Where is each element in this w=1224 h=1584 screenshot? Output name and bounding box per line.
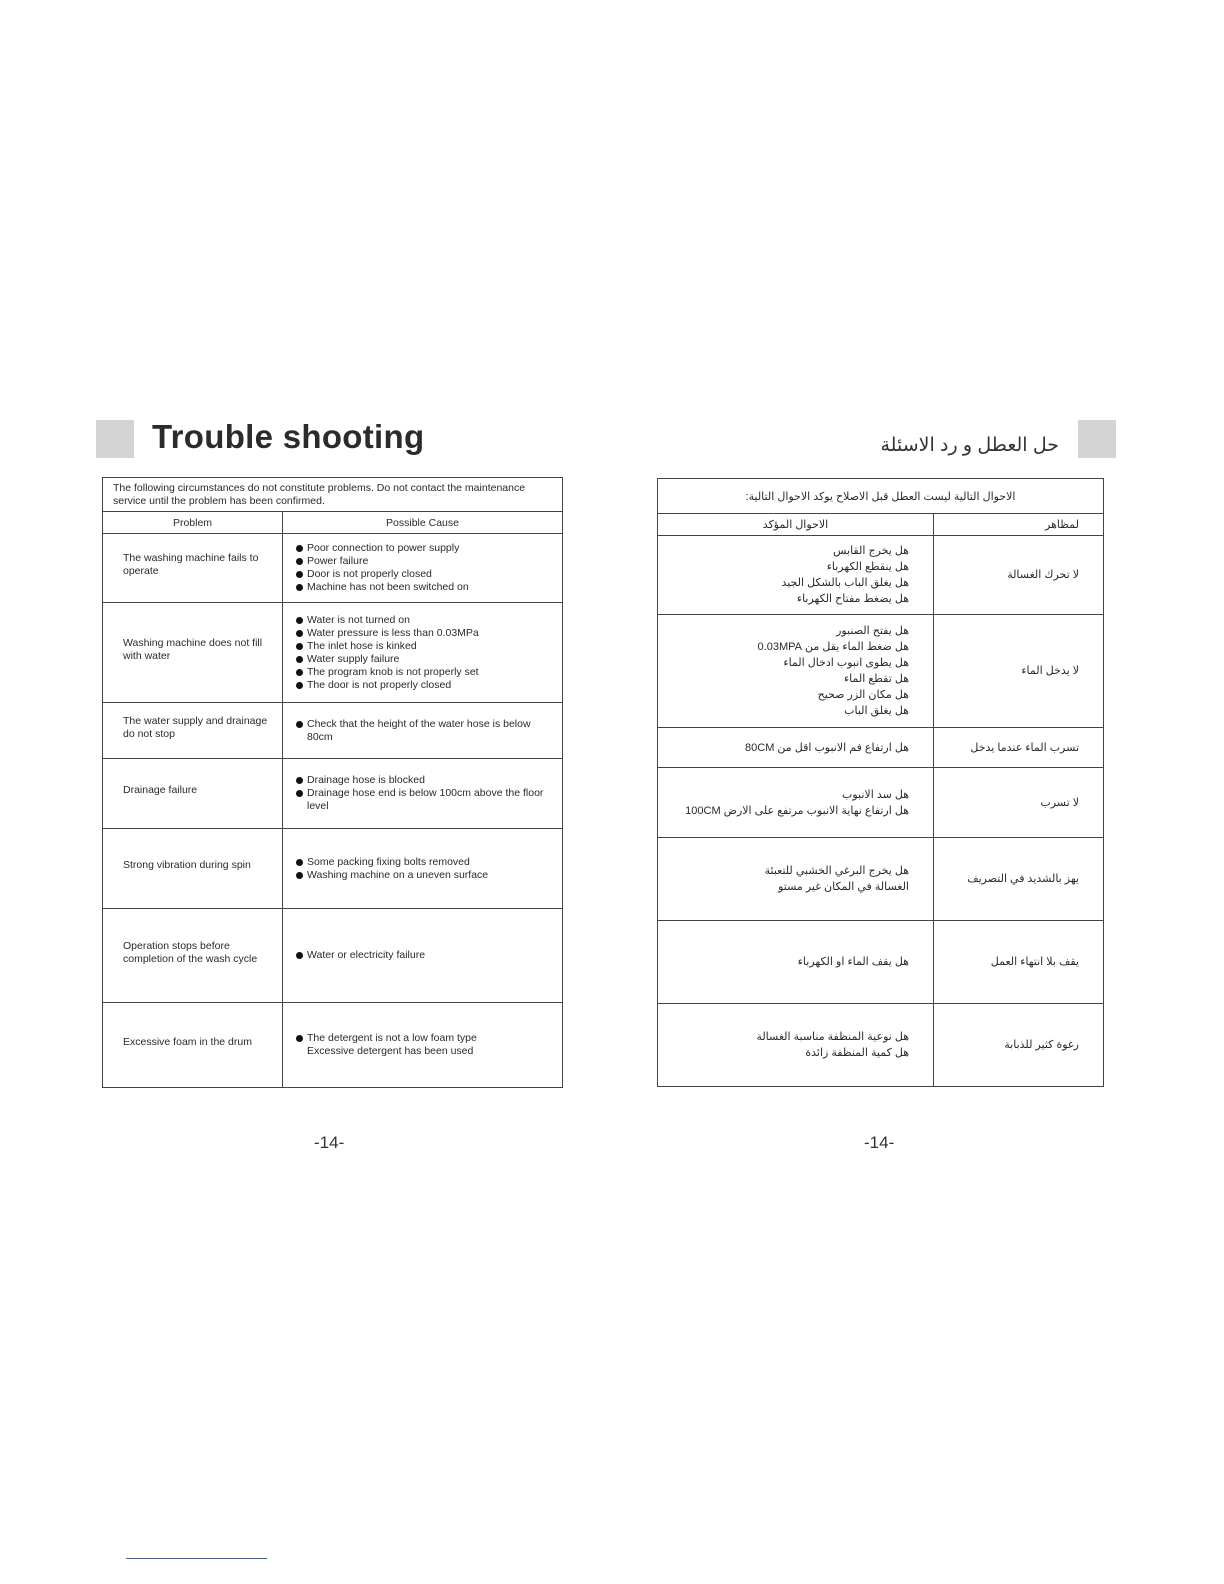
cause-item: Check that the height of the water hose is below 80cm (296, 718, 552, 744)
table-row (103, 703, 563, 759)
table-row (103, 1003, 563, 1088)
cause-item: Water or electricity failure (296, 949, 552, 962)
cause-item: هل سد الانبوب (842, 788, 909, 801)
column-header-problem: Problem (103, 512, 283, 534)
cause-item: هل ارتفاع نهاية الانبوب مرتفع على الارض 100CM (685, 804, 909, 817)
troubleshooting-table-arabic (657, 478, 1104, 1087)
cause-item: هل كمية المنظفة زائدة (805, 1047, 909, 1059)
cause-item: الغسالة في المكان غير مستو (778, 881, 909, 893)
table-row (658, 768, 1104, 838)
cause-item: Drainage hose end is below 100cm above the floor level (296, 787, 552, 813)
table-row (103, 534, 563, 603)
page-title-english: Trouble shooting (152, 418, 425, 455)
footer-rule (126, 1558, 267, 1559)
table-row (658, 536, 1104, 615)
table-intro-note-arabic: الاحوال التالية ليست العطل قبل الاصلاح يوكد الاحوال التالية: (658, 479, 1104, 514)
cause-item: Machine has not been switched on (296, 581, 552, 594)
cause-list (283, 1032, 562, 1058)
table-row (103, 829, 563, 909)
page-number-right: -14- (864, 1133, 895, 1152)
page-number-left: -14- (314, 1133, 345, 1152)
cause-item: هل يغلق الباب (844, 705, 909, 717)
table-row (658, 838, 1104, 921)
table-row (103, 909, 563, 1003)
problem-label: رغوة كثير للذبابة (934, 1004, 1104, 1087)
cause-item: هل يخرج القابس (833, 545, 909, 557)
cause-list (283, 718, 562, 744)
cause-item: The inlet hose is kinked (296, 640, 552, 653)
cause-item: هل يغلق الباب بالشكل الجيد (781, 577, 909, 589)
cause-item: Door is not properly closed (296, 568, 552, 581)
table-row (103, 759, 563, 829)
cause-item: Poor connection to power supply (296, 542, 552, 555)
cause-item: هل يضغط مفتاح الكهرباء (796, 593, 909, 605)
problem-label: Excessive foam in the drum (123, 1035, 252, 1048)
page-title-arabic: حل العطل و رد الاسئلة (880, 435, 1059, 456)
problem-label: لا تسرب (934, 768, 1104, 838)
cause-item: The program knob is not properly set (296, 666, 552, 679)
problem-label: يقف بلا انتهاء العمل (934, 921, 1104, 1004)
cause-item: Water supply failure (296, 653, 552, 666)
troubleshooting-table-english (102, 477, 563, 1088)
cause-item: هل ارتفاع فم الانبوب اقل من 80CM (745, 741, 909, 754)
problem-label: Drainage failure (123, 784, 198, 796)
table-row (658, 1004, 1104, 1087)
cause-item: The detergent is not a low foam type (296, 1032, 552, 1045)
table-intro-note: The following circumstances do not constitute problems. Do not contact the maintenance service until the problem has been confirmed. (103, 478, 563, 512)
cause-item: Excessive detergent has been used (307, 1045, 474, 1057)
problem-label: Strong vibration during spin (123, 859, 251, 871)
cause-item: هل ينقطع الكهرباء (826, 561, 909, 573)
cause-item: هل يطوى انبوب ادخال الماء (783, 657, 909, 669)
cause-list (283, 949, 562, 962)
cause-item: هل يقف الماء او الكهرباء (797, 956, 909, 968)
cause-item: هل نوعية المنظفة مناسبة الغسالة (756, 1031, 909, 1043)
cause-list (283, 856, 562, 882)
cause-item: هل يخرج البرغي الخشبي للتعبئة (764, 865, 909, 877)
cause-list (283, 614, 562, 692)
cause-item: هل ضغط الماء يقل من 0.03MPA (757, 641, 909, 653)
column-header-problem-arabic: لمظاهر (934, 514, 1104, 536)
cause-list (283, 542, 562, 594)
problem-label: يهز بالشديد في التصريف (934, 838, 1104, 921)
cause-item: The door is not properly closed (296, 679, 552, 692)
problem-label: لا تحرك الغسالة (934, 536, 1104, 615)
header-decoration-block-right (1078, 420, 1116, 458)
cause-item: Washing machine on a uneven surface (296, 869, 552, 882)
table-row (658, 615, 1104, 728)
cause-item: Water pressure is less than 0.03MPa (296, 627, 552, 640)
problem-label: لا يدخل الماء (934, 615, 1104, 728)
cause-item: Drainage hose is blocked (296, 774, 552, 787)
cause-item: هل مكان الزر صحيح (817, 689, 909, 701)
cause-item: هل يفتح الصنبور (836, 625, 909, 637)
cause-item: Water is not turned on (296, 614, 552, 627)
table-row (658, 728, 1104, 768)
table-row (658, 921, 1104, 1004)
cause-item: هل تقطع الماء (843, 673, 909, 685)
problem-label: The washing machine fails to operate (123, 552, 259, 577)
problem-label: Washing machine does not fill with water (123, 636, 263, 662)
column-header-cause: Possible Cause (283, 512, 563, 534)
table-row (103, 603, 563, 703)
cause-item: Power failure (296, 555, 552, 568)
problem-label: The water supply and drainage do not stop (123, 714, 268, 740)
cause-list (283, 774, 562, 813)
column-header-cause-arabic: الاحوال المؤكد (658, 514, 934, 536)
header-decoration-block-left (96, 420, 134, 458)
problem-label: Operation stops before completion of the wash cycle (123, 939, 258, 965)
cause-item: Some packing fixing bolts removed (296, 856, 552, 869)
problem-label: تسرب الماء عندما يدخل (934, 728, 1104, 768)
